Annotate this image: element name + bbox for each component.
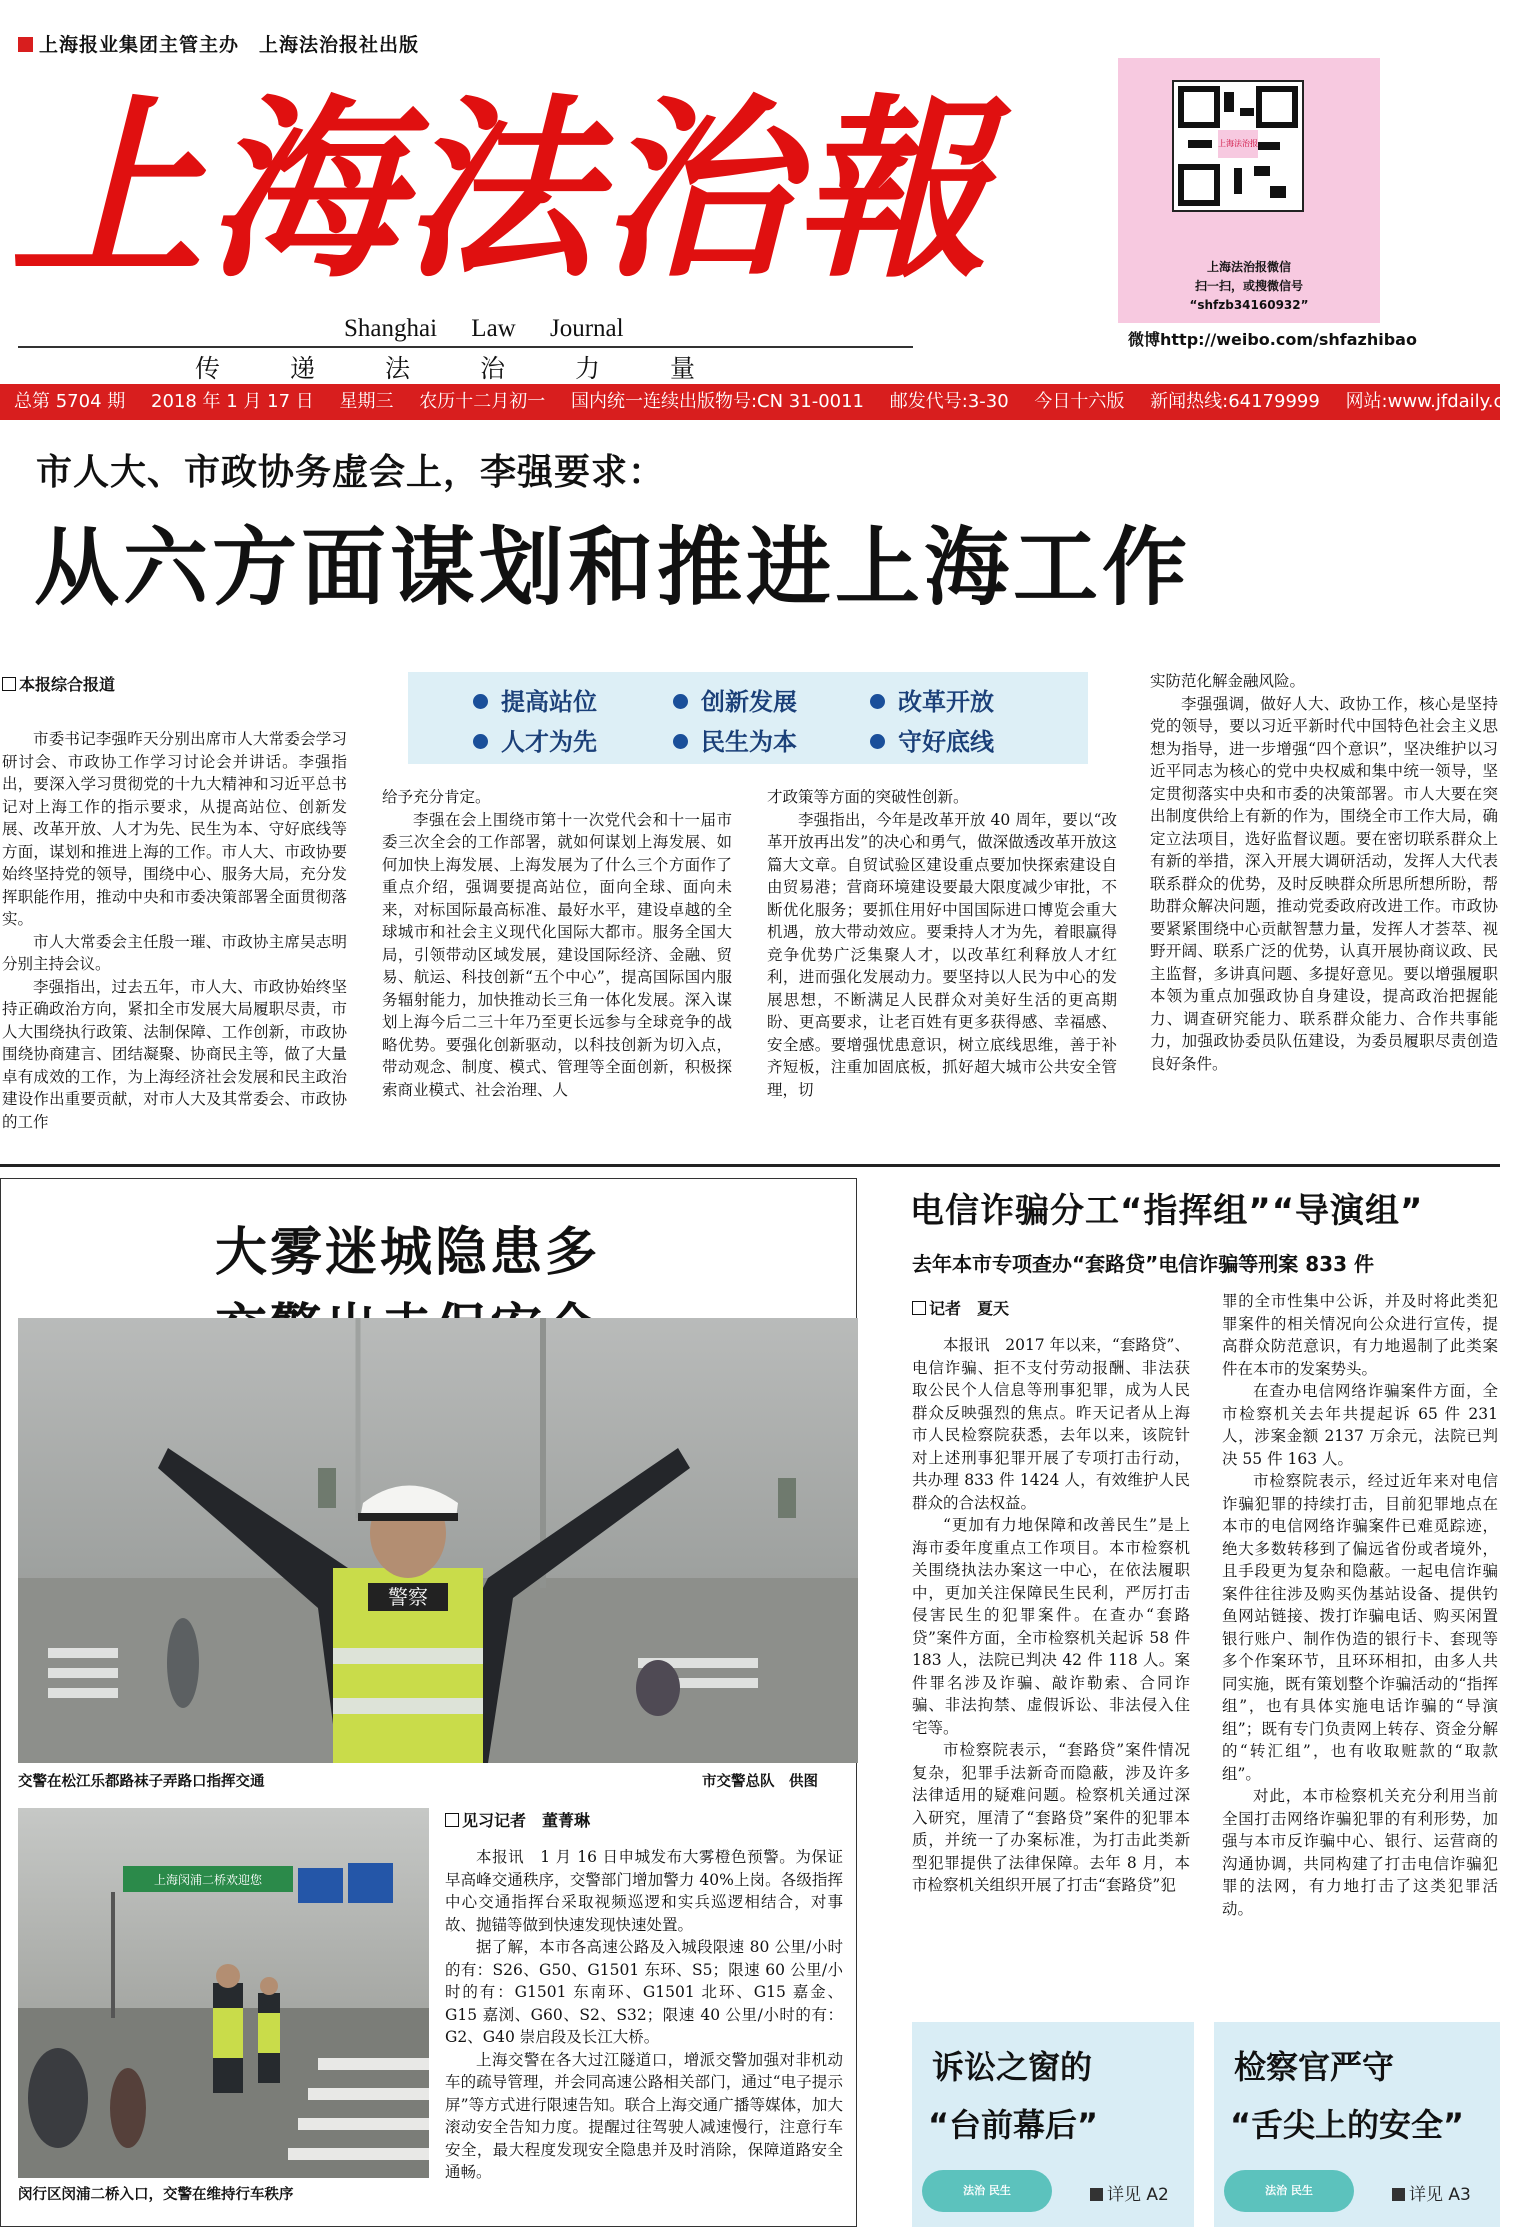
promo-see-link[interactable]: 详见 A2 bbox=[1090, 2180, 1169, 2205]
box-icon bbox=[912, 1301, 926, 1315]
square-icon bbox=[1090, 2188, 1103, 2201]
promo-line2: “舌尖上的安全” bbox=[1230, 2106, 1465, 2144]
lead-column-2: 给予充分肯定。 李强在会上围绕市第十一次党代会和十一届市委三次全会的工作部署，就如何谋划上海发展、如何加快上海发展、上海发展为了什么三个方面作了重点介绍，强调要提高站位，面向全球、面向未来，对标国际最高标准、最好水平，建设卓越的全球城市和社会主义现代化国际大都市。服务全国大局，引领带动区域发展，建设国际经济、金融、贸易、航运、科技创新“五个中心”，提高国际国内服务辐射能力，加快推动长三角一体化发展。深入谋划上海今后二三十年乃至更长远参与全球竞争的战略优势。要强化创新驱动，以科技创新为切入点，带动观念、制度、模式、管理等全面创新，积极探索商业模式、社会治理、人 bbox=[382, 788, 732, 1099]
promo-badge: 法治 民生 bbox=[922, 2170, 1052, 2212]
keypoint: 民生为本 bbox=[673, 722, 797, 757]
keypoint: 人才为先 bbox=[473, 722, 597, 757]
bullet-icon bbox=[673, 694, 688, 709]
lead-byline: 本报综合报道 bbox=[2, 672, 115, 695]
keypoints-box bbox=[408, 672, 1088, 764]
bridge-sign-text: 上海闵浦二桥欢迎您 bbox=[153, 1873, 263, 1887]
photo2-caption: 闵行区闵浦二桥入口，交警在维持行车秩序 bbox=[18, 2187, 294, 2203]
photo1-credit: 市交警总队 供图 bbox=[702, 1774, 818, 1790]
promo-box-a3[interactable] bbox=[1214, 2022, 1500, 2227]
lead-column-1: 市委书记李强昨天分别出席市人大常委会学习研讨会、市政协工作学习讨论会并讲话。李强指出，要深入学习贯彻党的十九大精神和习近平总书记对上海工作的指示要求，从提高站位、创新发展、改革开放、人才为先、民生为本、守好底线等方面，谋划和推进上海的工作。市人大、市政协要始终坚持党的领导，围绕中心、服务大局，充分发挥职能作用，推动中央和市委决策部署全面贯彻落实。 市人大常委会主任殷一璀、市政协主席吴志明分别主持会议。 李强指出，过去五年，市人大、市政协始终坚持正确政治方向，紧扣全市发展大局履职尽责，市人大围绕执行政策、法制保障、工作创新，市政协围绕协商建言、团结凝聚、协商民主等，做了大量卓有成效的工作，为上海经济社会发展和民主政治建设作出重要贡献，对市人大及其常委会、市政协的工作 bbox=[2, 730, 347, 1131]
photo-illustration bbox=[18, 1808, 429, 2178]
masthead-title: 上海法治報 bbox=[10, 76, 990, 304]
box-icon bbox=[2, 677, 16, 691]
postal-code: 邮发代号:3-30 bbox=[889, 391, 1009, 412]
lunar-date: 农历十二月初一 bbox=[419, 391, 546, 412]
promo-line1: 诉讼之窗的 bbox=[932, 2048, 1093, 2086]
issue-number: 总第 5704 期 bbox=[14, 391, 126, 412]
promo-badge: 法治 民生 bbox=[1224, 2170, 1354, 2212]
lead-column-4: 实防范化解金融风险。 李强强调，做好人大、政协工作，核心是坚持党的领导，要以习近平新时代中国特色社会主义思想为指导，进一步增强“四个意识”，坚决维护以习近平同志为核心的党中央权威和集中统一领导，坚定贯彻落实中央和市委的决策部署。市人大要在突出制度供给上有新的作为，围绕全市工作大局，确定立法项目，选好监督议题。要在密切联系群众上有新的举措，深入开展大调研活动，发挥人大代表联系群众的优势，及时反映群众所思所想所盼，帮助群众解决问题，推动党委政府改进工作。市政协要紧紧围绕中心贡献智慧力量，发挥人才荟萃、视野开阔、联系广泛的优势，认真开展协商议政、民主监督，多讲真问题、多提好意见。要以增强履职本领为重点加强政协自身建设，提高政治把握能力、调查研究能力、联系群众能力、合作共事能力，加强政协委员队伍建设，为委员履职尽责创造良好条件。 bbox=[1150, 672, 1498, 1073]
photo-illustration bbox=[18, 1318, 858, 1763]
telecom-subtitle: 去年本市专项查办“套路贷”电信诈骗等刑案 833 件 bbox=[912, 1252, 1374, 1276]
promo-box-a2[interactable] bbox=[912, 2022, 1194, 2227]
page-count: 今日十六版 bbox=[1034, 391, 1125, 412]
masthead bbox=[10, 70, 1110, 310]
lead-column-3: 才政策等方面的突破性创新。 李强指出，今年是改革开放 40 周年，要以“改革开放再出发”的决心和勇气，做深做透改革开放这篇大文章。自贸试验区建设重点要加快探索建设自由贸易港；营商环境建设要最大限度减少审批，不断优化服务；要抓住用好中国国际进口博览会重大机遇，放大带动效应。要秉持人才为先，着眼赢得竞争优势广泛集聚人才，以改革红利释放人才红利，进而强化发展动力。要坚持以人民为中心的发展思想，不断满足人民群众对美好生活的更高期盼、更高要求，让老百姓有更多获得感、幸福感、安全感。要增强忧患意识，树立底线思维，善于补齐短板，注重加固底板，抓好超大城市公共安全管理，切 bbox=[767, 788, 1117, 1099]
telecom-column-2: 罪的全市性集中公诉，并及时将此类犯罪案件的相关情况向公众进行宣传，提高群众防范意识，有力地遏制了此类案件在本市的发案势头。 在查办电信网络诈骗案件方面，全市检察机关去年共提起诉 65 件 231 人，涉案金额 2137 万余元，法院已判决 55 件 163 人。 市检察院表示，经过近年来对电信诈骗犯罪的持续打击，目前犯罪地点在本市的电信网络诈骗案件已难觅踪迹，绝大多数转移到了偏远省份或者境外，且手段更为复杂和隐蔽。一起电信诈骗案件往往涉及购买伪基站设备、提供钓鱼网站链接、拨打诈骗电话、购买闲置银行账户、制作伪造的银行卡、套现等多个作案环节，且环环相扣，由多人共同实施，既有策划整个诈骗活动的“指挥组”，也有具体实施电话诈骗的“导演组”；既有专门负责网上转存、资金分解的“转汇组”，也有收取赃款的“取款组”。 对此，本市检察机关充分利用当前全国打击网络诈骗犯罪的有利形势，加强与本市反诈骗中心、银行、运营商的沟通协调，共同构建了打击电信诈骗犯罪的法网，有力地打击了这类犯罪活动。 bbox=[1222, 1292, 1498, 1918]
weibo-link[interactable]: 微博http://weibo.com/shfazhibao bbox=[1128, 330, 1417, 349]
square-icon bbox=[1392, 2188, 1405, 2201]
issue-weekday: 星期三 bbox=[339, 391, 394, 412]
section-divider bbox=[0, 1164, 1500, 1167]
qr-code-icon[interactable] bbox=[1172, 80, 1304, 212]
bullet-icon bbox=[870, 694, 885, 709]
issue-info-bar bbox=[0, 384, 1532, 420]
promo-line1: 检察官严守 bbox=[1234, 2048, 1395, 2086]
keypoint: 创新发展 bbox=[673, 682, 797, 717]
publisher-line: 上海报业集团主管主办 上海法治报社出版 bbox=[18, 30, 419, 57]
keypoint: 改革开放 bbox=[870, 682, 994, 717]
qr-logo: 上海法治报 bbox=[1218, 130, 1258, 158]
vest-label: 警察 bbox=[388, 1585, 428, 1609]
qr-caption: 上海法治报微信 扫一扫，或搜微信号 “shfzb34160932” bbox=[1189, 260, 1309, 312]
keypoint: 守好底线 bbox=[870, 722, 994, 757]
bullet-icon bbox=[870, 734, 885, 749]
telecom-column-1: 本报讯 2017 年以来，“套路贷”、电信诈骗、拒不支付劳动报酬、非法获取公民个人信息等刑事犯罪，成为人民群众反映强烈的焦点。昨天记者从上海市人民检察院获悉，去年以来，该院针对上述刑事犯罪开展了专项打击行动，共办理 833 件 1424 人，有效维护人民群众的合法权益。 “更加有力地保障和改善民生”是上海市委年度重点工作项目。本市检察机关围绕执法办案这一中心，在依法履职中，更加关注保障民生民利，严厉打击侵害民生的犯罪案件。在查办“套路贷”案件方面，全市检察机关起诉 58 件 183 人，法院已判决 42 件 118 人。案件罪名涉及诈骗、敲诈勒索、合同诈骗、非法拘禁、虚假诉讼、非法侵入住宅等。 市检察院表示，“套路贷”案件情况复杂，犯罪手法新奇而隐蔽，涉及许多法律适用的疑难问题。检察机关通过深入研究，厘清了“套路贷”案件的犯罪本质，并统一了办案标准，为打击此类新型犯罪提供了法律保障。去年 8 月，本市检察机关组织开展了打击“套路贷”犯 bbox=[912, 1336, 1190, 1894]
bullet-icon bbox=[473, 694, 488, 709]
slogan: 传递法治力量 bbox=[195, 354, 766, 383]
keypoint: 提高站位 bbox=[473, 682, 597, 717]
slogan-rule bbox=[18, 346, 913, 348]
fog-body: 本报讯 1 月 16 日申城发布大雾橙色预警。为保证早高峰交通秩序，交警部门增加警力 40%上岗。各级指挥中心交通指挥台采取视频巡逻和实兵巡逻相结合，对事故、抛锚等做到快速发现快速处置。 据了解，本市各高速公路及入城段限速 80 公里/小时的有：S26、G50、G1501 东环、S5；限速 60 公里/小时的有：G1501 东南环、G1501 北环、G15 嘉金、G15 嘉浏、G60、S2、S32；限速 40 公里/小时的有：G2、G40 崇启段及长江大桥。 上海交警在各大过江隧道口，增派交警加强对非机动车的疏导管理，并会同高速公路相关部门，通过“电子提示屏”等方式进行限速告知。联合上海交通广播等媒体，加大滚动安全告知力度。提醒过往驾驶人减速慢行，注意行车安全，最大程度发现安全隐患并及时消除，保障道路安全通畅。 bbox=[445, 1848, 843, 2181]
website[interactable]: 网站:www.jfdaily.com bbox=[1345, 391, 1532, 412]
issue-date: 2018 年 1 月 17 日 bbox=[151, 391, 314, 412]
news-hotline: 新闻热线:64179999 bbox=[1150, 391, 1320, 412]
english-title: Shanghai Law Journal bbox=[344, 315, 624, 342]
telecom-byline: 记者 夏天 bbox=[912, 1296, 1009, 1319]
telecom-headline: 电信诈骗分工“指挥组”“导演组” bbox=[910, 1191, 1424, 1231]
fog-headline: 大雾迷城隐患多 bbox=[215, 1223, 601, 1283]
box-icon bbox=[445, 1813, 459, 1827]
bridge-entrance-photo bbox=[18, 1808, 429, 2178]
promo-line2: “台前幕后” bbox=[928, 2106, 1099, 2144]
promo-see-link[interactable]: 详见 A3 bbox=[1392, 2180, 1471, 2205]
lead-subtitle: 市人大、市政协务虚会上，李强要求： bbox=[36, 452, 666, 493]
lead-headline: 从六方面谋划和推进上海工作 bbox=[34, 519, 1192, 618]
red-square-icon bbox=[18, 37, 33, 52]
traffic-police-photo bbox=[18, 1318, 858, 1763]
bullet-icon bbox=[673, 734, 688, 749]
photo1-caption: 交警在松江乐都路袜子弄路口指挥交通 bbox=[18, 1774, 265, 1790]
bullet-icon bbox=[473, 734, 488, 749]
cn-number: 国内统一连续出版物号:CN 31-0011 bbox=[570, 391, 865, 412]
fog-byline: 见习记者 董菁琳 bbox=[445, 1808, 590, 1831]
